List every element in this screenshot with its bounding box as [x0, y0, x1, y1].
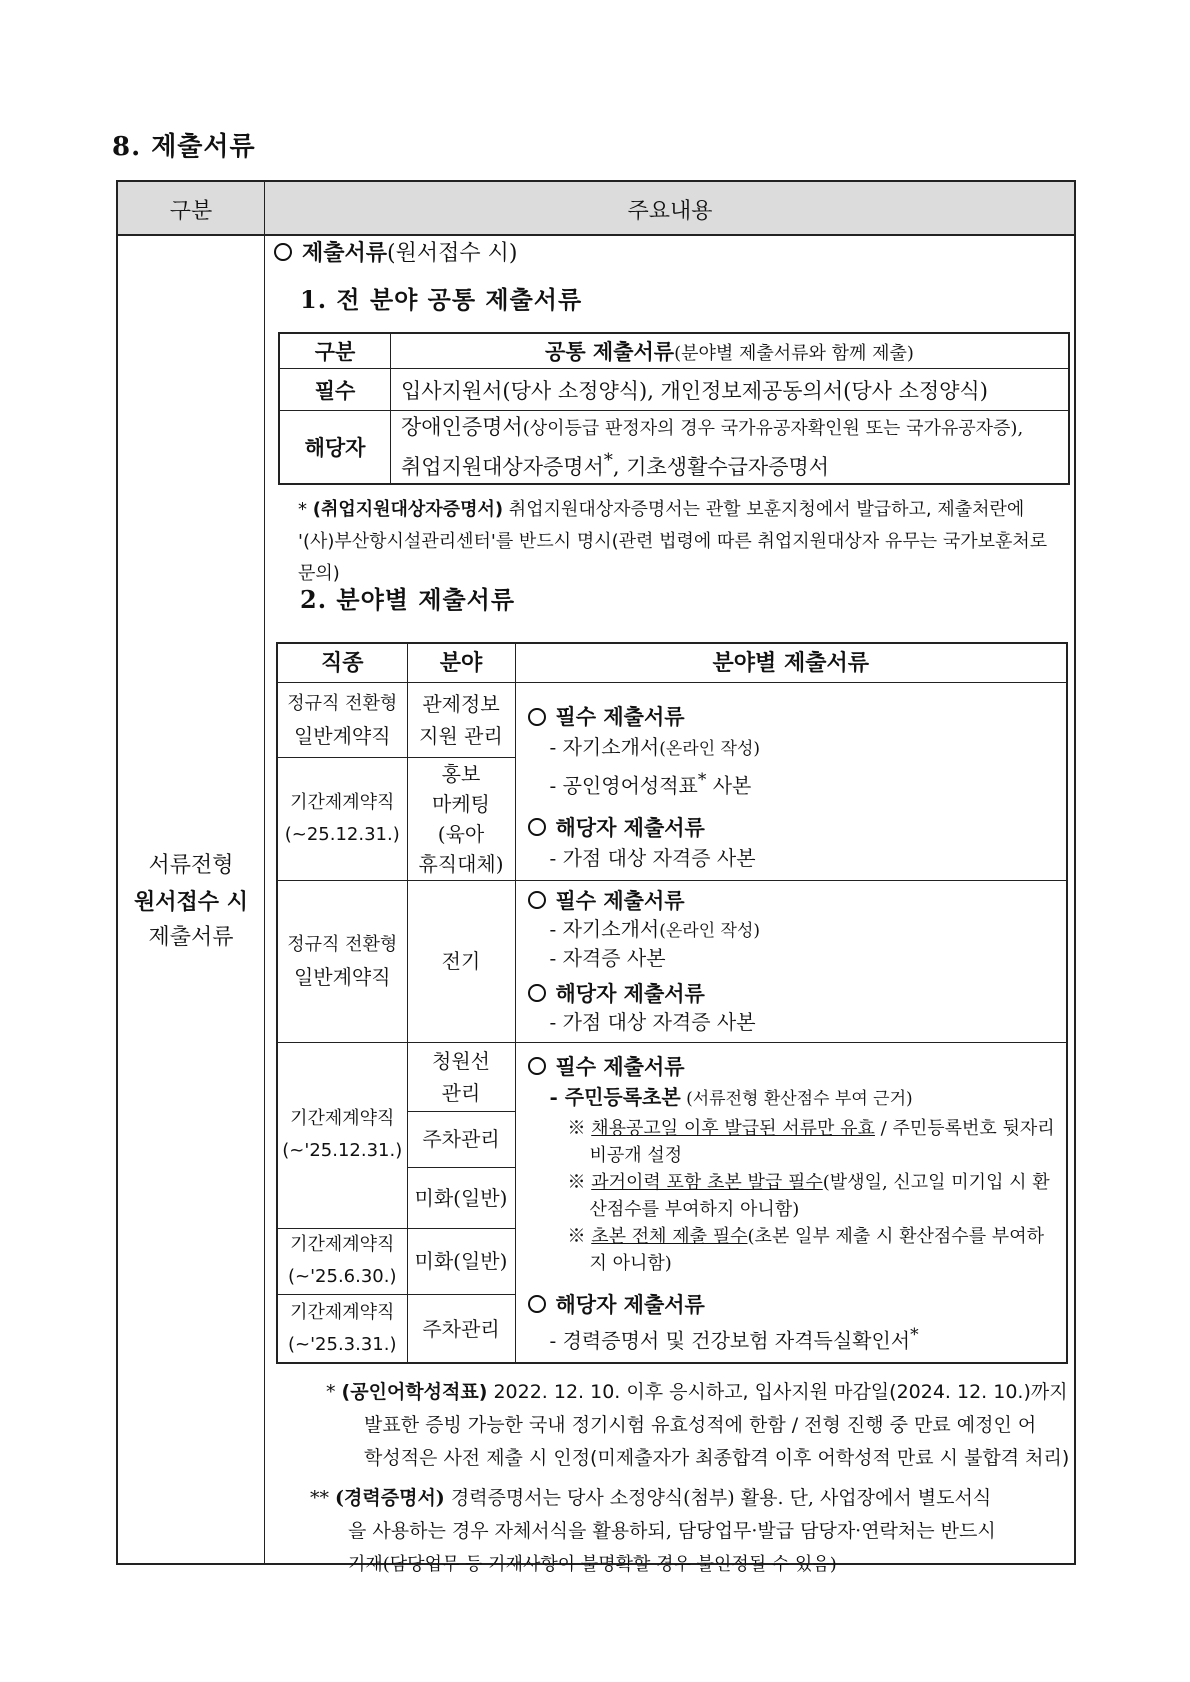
table-row — [279, 369, 1069, 411]
job-type-cell — [277, 880, 407, 1042]
field-cell — [407, 758, 515, 881]
field-header-job-type: 직종 — [277, 643, 407, 683]
job-type-cell — [277, 1042, 407, 1228]
category-line-2: 원서접수 시 — [134, 889, 248, 915]
field-cell — [407, 1042, 515, 1111]
job-type-line: 정규직 전환형 — [287, 934, 398, 956]
note-language-score — [326, 1376, 1071, 1475]
common-header-category: 구분 — [279, 333, 391, 369]
circle-bullet-icon — [528, 708, 546, 726]
list-item: - 가점 대상 자격증 사본 — [549, 1009, 756, 1034]
note-line-1: 2022. 12. 10. 이후 응시하고, 입사지원 마감일(2024. 12. 10.)까지 — [487, 1381, 1068, 1403]
outer-header-content: 주요내용 — [627, 199, 713, 224]
job-type-line: 기간제계약직 — [290, 1108, 395, 1130]
reference-note: ※ 초본 전체 제출 필수(초본 일부 제출 시 환산점수를 부여하지 아니함) — [567, 1225, 1044, 1274]
job-type-cell — [277, 758, 407, 881]
field-cell: 전기 — [407, 880, 515, 1042]
reference-note: ※ 채용공고일 이후 발급된 서류만 유효 / 주민등록번호 뒷자리 비공개 설정 — [567, 1117, 1055, 1166]
note-career-cert — [310, 1482, 1072, 1581]
circle-bullet-icon — [274, 243, 292, 261]
field-line: 지원 관리 — [419, 724, 503, 748]
job-type-line: 일반계약직 — [293, 724, 391, 748]
note-line-3: 기재(담당업무 등 기재사항이 불명확할 경우 불인정될 수 있음) — [348, 1554, 837, 1575]
table-row — [277, 880, 1067, 1042]
applicable-heading: 해당자 제출서류 — [528, 978, 1057, 1009]
job-type-line: 기간제계약직 — [290, 1234, 395, 1256]
table-row — [277, 683, 1067, 758]
applicable-label: 해당자 — [279, 411, 391, 485]
common-header-docs — [391, 333, 1070, 369]
note-line-2: '(사)부산항시설관리센터'를 반드시 명시(관련 법령에 따른 취업지원대상자 유무는 국가보훈처로 문의) — [298, 531, 1048, 584]
field-line: 청원선 — [432, 1048, 490, 1073]
field-line: 휴직대체) — [418, 851, 504, 876]
category-line-1: 서류전형 — [148, 853, 234, 878]
field-header-docs: 분야별 제출서류 — [515, 643, 1067, 683]
job-type-line: 일반계약직 — [293, 965, 391, 990]
note-star: * — [298, 499, 307, 520]
subsection-common: 1. 전 분야 공통 제출서류 — [300, 285, 583, 314]
outer-table-divider — [264, 182, 265, 1563]
applicable-docs — [391, 411, 1070, 485]
note-bold: (취업지원대상자증명서) — [312, 499, 504, 520]
welfare-cert: , 기초생활수급자증명서 — [612, 455, 830, 479]
required-heading: 필수 제출서류 — [528, 701, 1057, 732]
job-type-line: (~'25.3.31.) — [287, 1333, 397, 1355]
job-type-line: 정규직 전환형 — [287, 693, 398, 714]
job-type-line: 기간제계약직 — [290, 791, 395, 813]
common-header-suffix: (분야별 제출서류와 함께 제출) — [674, 343, 914, 364]
table-row — [279, 411, 1069, 485]
applicable-line-2 — [401, 445, 1058, 483]
row-category-label — [118, 848, 264, 956]
job-type-line: (~'25.12.31.) — [282, 1140, 403, 1162]
required-heading: 필수 제출서류 — [528, 1051, 1057, 1082]
common-docs-table — [278, 332, 1070, 485]
disability-cert-note: (상이등급 판정자의 경우 국가유공자확인원 또는 국가유공자증), — [522, 418, 1024, 439]
field-cell: 주차관리 — [407, 1111, 515, 1168]
section-title: 제출서류 — [302, 240, 388, 266]
docs-cell-group-1 — [515, 683, 1067, 881]
applicable-line-1 — [401, 411, 1058, 445]
section-heading — [274, 236, 517, 267]
list-item: - 자기소개서(온라인 작성) — [549, 735, 760, 759]
docs-cell-group-3 — [515, 1042, 1067, 1363]
list-item: - 자격증 사본 — [549, 945, 666, 970]
disability-cert: 장애인증명서 — [401, 415, 523, 439]
field-line: 관리 — [441, 1080, 481, 1105]
job-type-line: 기간제계약직 — [290, 1301, 395, 1323]
note-bold: (경력증명서) — [335, 1487, 445, 1509]
list-item: - 가점 대상 자격증 사본 — [549, 845, 756, 870]
list-item: - 경력증명서 및 건강보험 자격득실확인서* — [549, 1324, 919, 1353]
footnote-star: * — [603, 450, 613, 471]
circle-bullet-icon — [528, 818, 546, 836]
job-type-cell — [277, 1294, 407, 1363]
note-star: ** — [310, 1487, 329, 1509]
note-line-2: 발표한 증빙 가능한 국내 정기시험 유효성적에 한함 / 전형 진행 중 만료 예정인 어 — [364, 1414, 1037, 1436]
section-suffix: (원서접수 시) — [387, 241, 518, 266]
required-label: 필수 — [279, 369, 391, 411]
note-bold: (공인어학성적표) — [341, 1381, 488, 1403]
circle-bullet-icon — [528, 1057, 546, 1075]
field-line: 마케팅 — [432, 791, 490, 816]
subsection-by-field: 2. 분야별 제출서류 — [300, 585, 516, 614]
field-header-field: 분야 — [407, 643, 515, 683]
job-type-line: (~'25.6.30.) — [287, 1266, 397, 1288]
circle-bullet-icon — [528, 984, 546, 1002]
category-line-3: 제출서류 — [148, 925, 234, 950]
field-line: 홍보 — [441, 761, 481, 786]
circle-bullet-icon — [528, 891, 546, 909]
circle-bullet-icon — [528, 1295, 546, 1313]
table-row — [279, 333, 1069, 369]
employment-support-cert: 취업지원대상자증명서 — [401, 455, 604, 479]
required-docs: 입사지원서(당사 소정양식), 개인정보제공동의서(당사 소정양식) — [391, 369, 1070, 411]
list-item: - 공인영어성적표* 사본 — [549, 770, 752, 798]
list-item: - 자기소개서(온라인 작성) — [549, 916, 760, 941]
field-line: (육아 — [437, 821, 485, 846]
list-item: - 주민등록초본 (서류전형 환산점수 부여 근거) — [549, 1084, 913, 1109]
docs-cell-group-2 — [515, 880, 1067, 1042]
page-title: 8. 제출서류 — [112, 132, 256, 162]
applicable-heading: 해당자 제출서류 — [528, 812, 1057, 843]
note-star: * — [326, 1381, 336, 1403]
note-line-1: 경력증명서는 당사 소정양식(첨부) 활용. 단, 사업장에서 별도서식 — [444, 1487, 992, 1509]
job-type-line: (~25.12.31.) — [284, 823, 400, 845]
note-line-3: 학성적은 사전 제출 시 인정(미제출자가 최종합격 이후 어학성적 만료 시 불합격 처리) — [364, 1447, 1070, 1469]
field-cell: 미화(일반) — [407, 1168, 515, 1229]
applicable-heading: 해당자 제출서류 — [528, 1289, 1057, 1320]
required-heading: 필수 제출서류 — [528, 885, 1057, 916]
table-row — [277, 1042, 1067, 1111]
field-cell: 미화(일반) — [407, 1229, 515, 1295]
field-docs-table — [276, 642, 1068, 1364]
field-cell — [407, 683, 515, 758]
field-line: 관제정보 — [422, 692, 500, 716]
outer-header-category: 구분 — [169, 199, 213, 224]
reference-note: ※ 과거이력 포함 초본 발급 필수(발생일, 신고일 미기입 시 환산점수를 부여하지 아니함) — [567, 1171, 1050, 1220]
field-cell: 주차관리 — [407, 1294, 515, 1363]
table-row — [277, 643, 1067, 683]
job-type-cell — [277, 683, 407, 758]
note-line-2: 을 사용하는 경우 자체서식을 활용하되, 담당업무·발급 담당자·연락처는 반드시 — [348, 1520, 996, 1542]
note-line-1: 취업지원대상자증명서는 관할 보훈지청에서 발급하고, 제출처란에 — [503, 499, 1025, 520]
job-type-cell — [277, 1229, 407, 1295]
common-header-bold: 공통 제출서류 — [545, 339, 675, 364]
note-employment-support — [298, 494, 1070, 590]
